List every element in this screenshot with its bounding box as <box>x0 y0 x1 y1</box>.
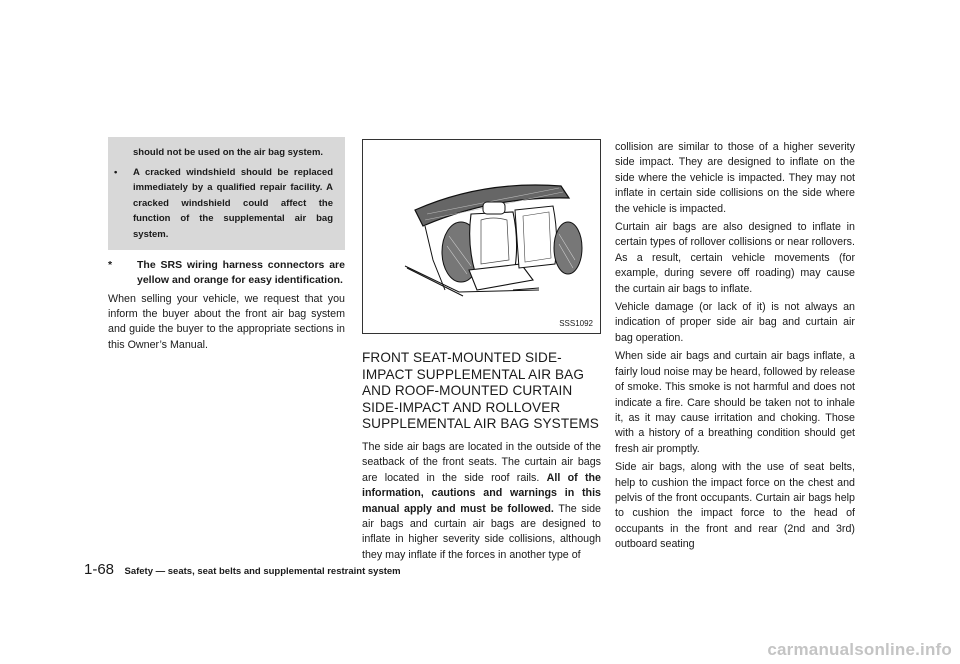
page-number: 1-68 <box>84 561 115 578</box>
middle-column <box>362 139 601 563</box>
side-airbag-location-paragraph: The side air bags are located in the outside of the seatback of the front seats. The curtain air bags are located in the side roof rails. All of the information, cautions and warnings in this manual apply and must be followed. The side air bags and curtain air bags are designed to inflate in higher severity side collisions, although they may inflate if the forces in another type of <box>362 440 601 561</box>
warning-continuation: should not be used on the air bag system. <box>133 147 324 158</box>
right-column <box>615 140 855 556</box>
footer-chapter-title: Safety — seats, seat belts and supplemental restraint system <box>124 566 401 577</box>
paragraph-noise-smoke: When side air bags and curtain air bags inflate, a fairly loud noise may be heard, followed by release of smoke. This smoke is not harmful and does not indicate a fire. Care should be taken not to inhale it, as it may cause irritation and choking. Those with a history of a breathing condition should get fresh air promptly. <box>615 350 856 455</box>
warning-item: • A cracked windshield should be replaced immediately by a qualified repair facility. A cracked windshield could affect the function of the supplemental air bag system. <box>114 166 333 240</box>
seat-back <box>470 212 517 272</box>
watermark: carmanualsonline.info <box>767 640 952 659</box>
figure-code: SSS1092 <box>559 319 593 328</box>
left-column <box>108 137 345 353</box>
paragraph-damage: Vehicle damage (or lack of it) is not always an indication of proper side air bag and curtain air bag operation. <box>615 301 855 344</box>
warning-box <box>108 137 345 250</box>
paragraph-rollover: Curtain air bags are also designed to inflate in certain types of rollover collisions or near rollovers. As a result, certain vehicle movements (for example, during severe off roading) may cause the curtain air bags to inflate. <box>615 221 855 295</box>
section-heading: FRONT SEAT-MOUNTED SIDE-IMPACT SUPPLEMENTAL AIR BAG AND ROOF-MOUNTED CURTAIN SIDE-IMPACT AND ROLLOVER SUPPLEMENTAL AIR BAG SYSTEMS <box>362 350 599 432</box>
page-footer <box>84 561 401 579</box>
paragraph-cushion: Side air bags, along with the use of seat belts, help to cushion the impact force on the chest and pelvis of the front occupants. Curtain air bags help to cushion the impact force to the head of occupants in the front and rear (2nd and 3rd) outboard seating <box>615 461 855 551</box>
seat-airbag-drawing <box>363 140 600 333</box>
srs-connector-note: * The SRS wiring harness connectors are yellow and orange for easy identification. <box>108 259 345 287</box>
selling-vehicle-paragraph: When selling your vehicle, we request that you inform the buyer about the front air bag system and guide the buyer to the appropriate sections in this Owner’s Manual. <box>108 292 345 351</box>
bullet-icon: • <box>114 166 118 178</box>
side-airbag-right <box>554 222 582 274</box>
paragraph-collision: collision are similar to those of a higher severity side impact. They are designed to inflate on the side where the vehicle is impacted. They may not inflate in certain side collisions on the side where the vehicle is impacted. <box>615 141 855 215</box>
side-airbag-illustration <box>362 139 601 334</box>
asterisk-icon: * <box>108 259 113 271</box>
